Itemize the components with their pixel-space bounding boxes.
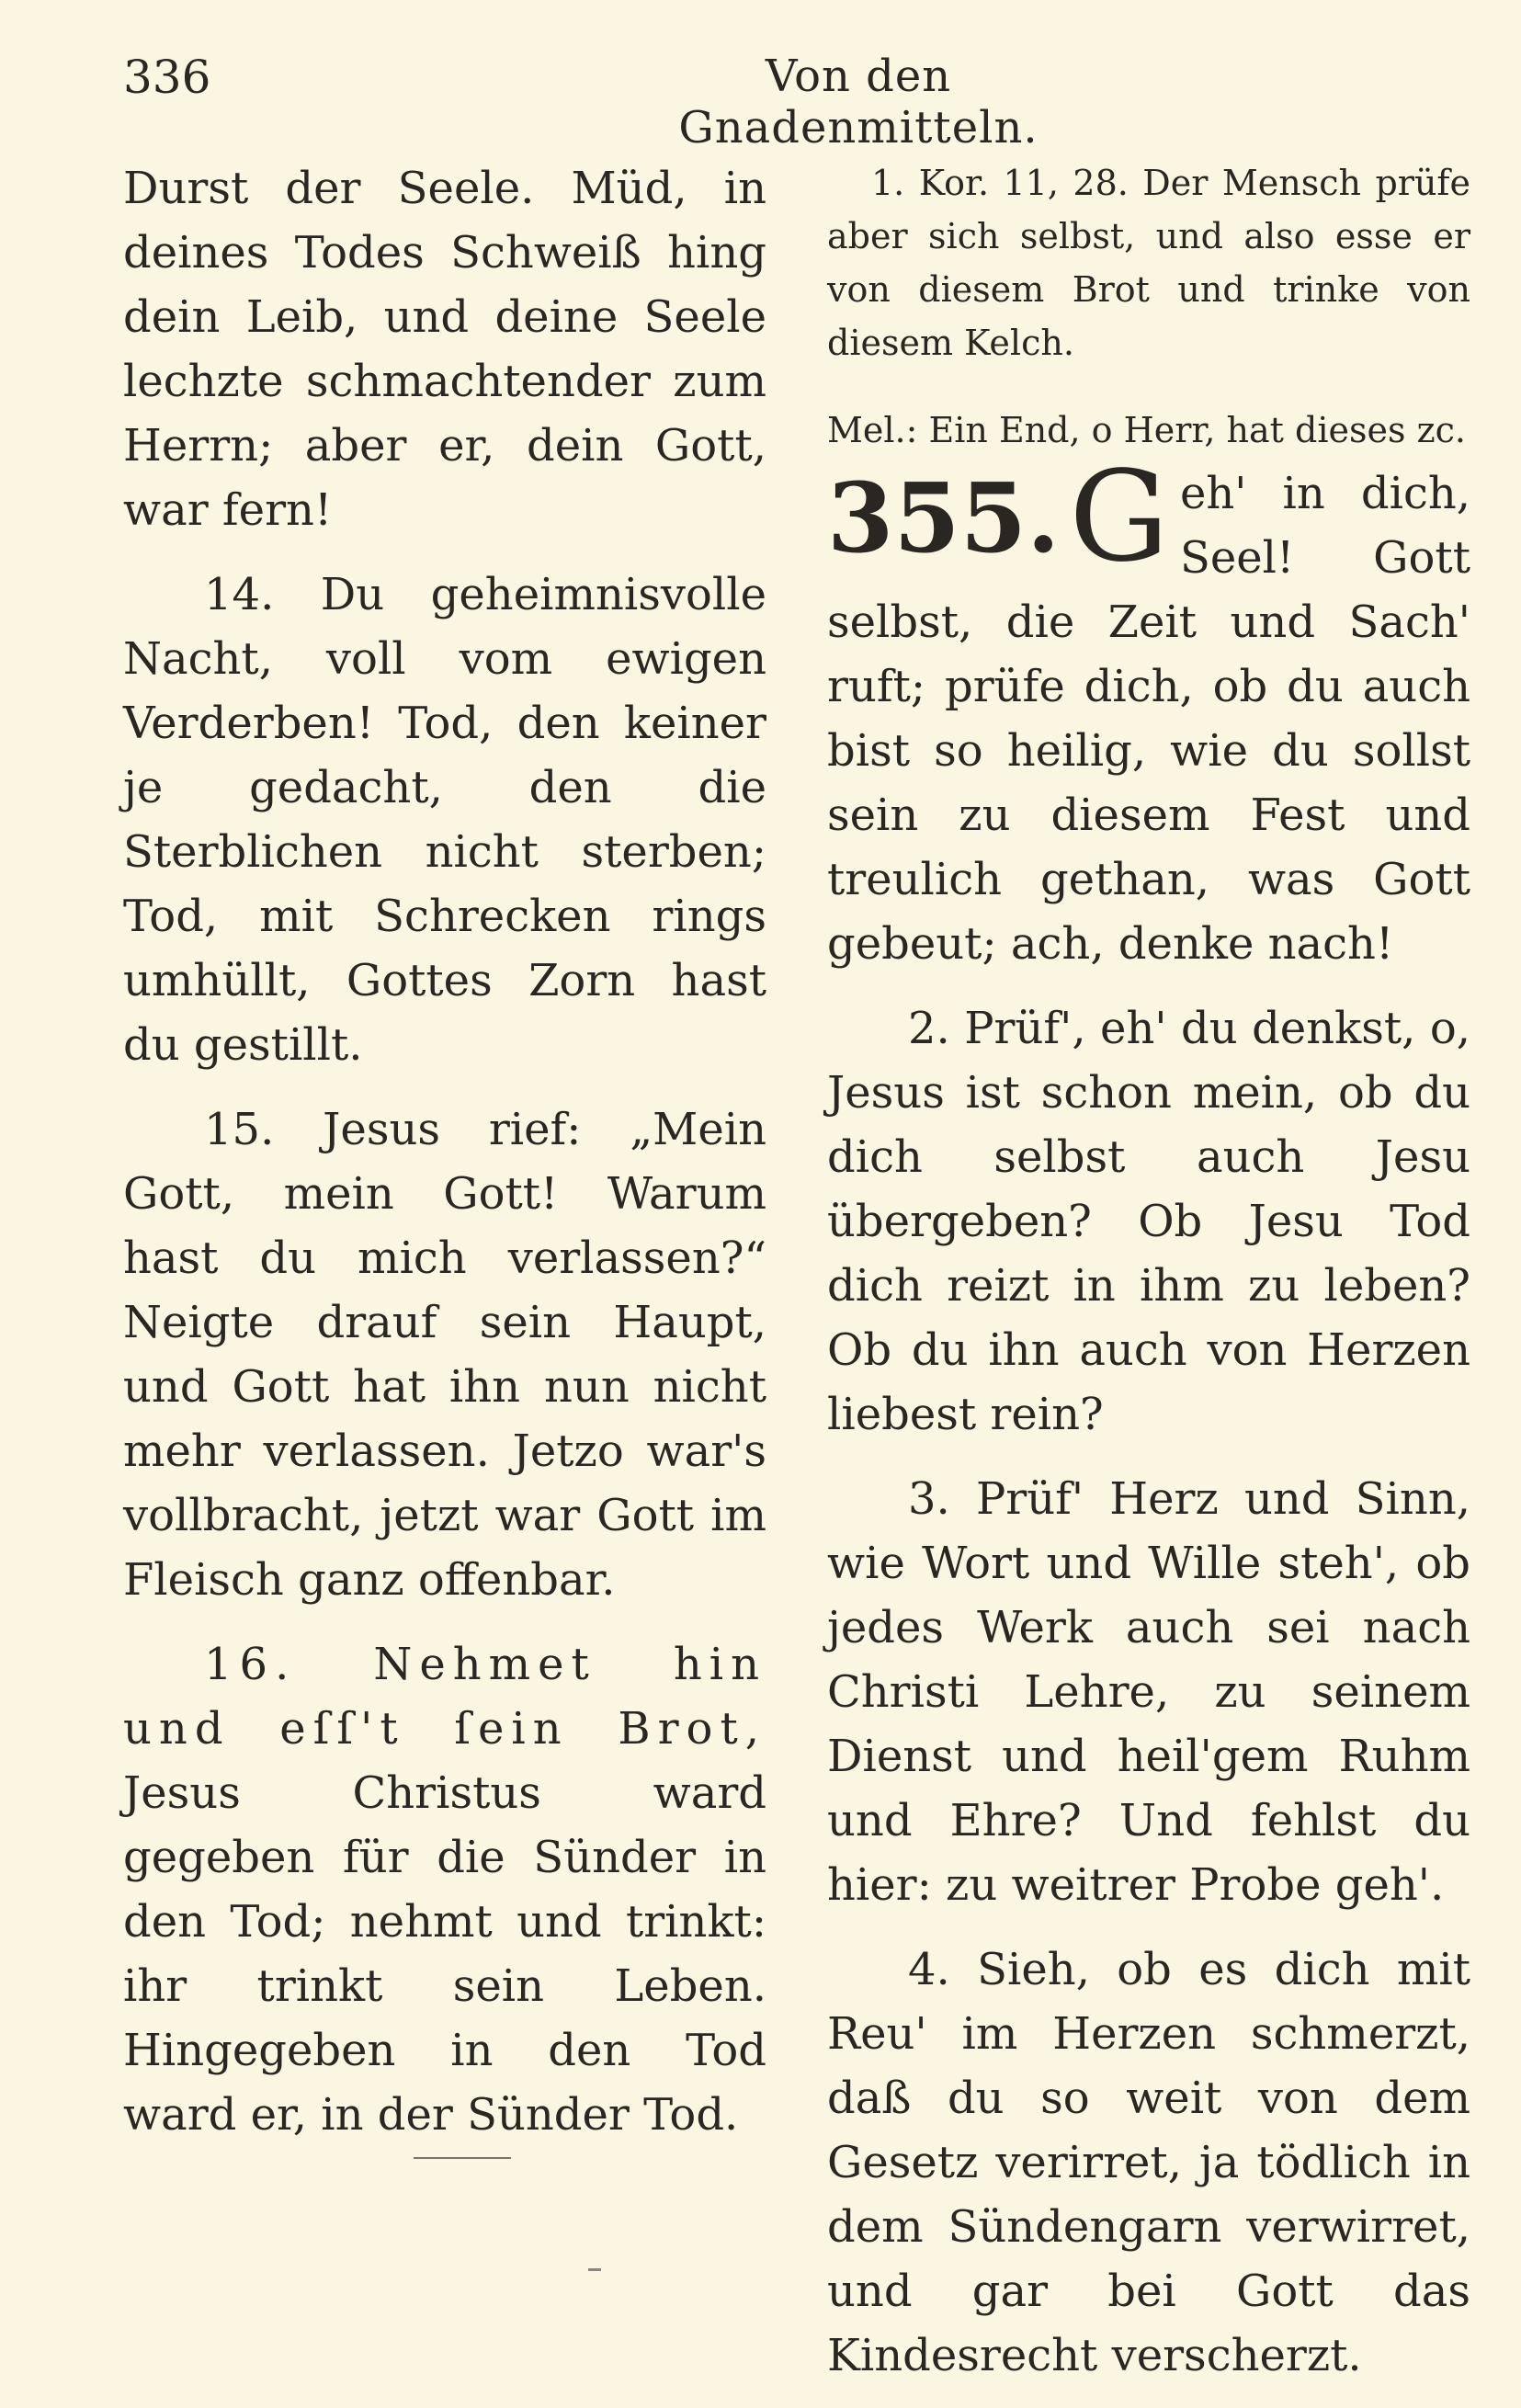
stanza-continuation: Durst der Seele. Müd, in deines Todes Schweiß hing dein Leib, und deine Seele lechzte schmachtender zum Herrn; aber er, dein Gott, war fern! bbox=[123, 163, 766, 536]
hymn-verse-2: 2. Prüf', eh' du denkst, o, Jesus ist schon mein, ob du dich selbst auch Jesu übergeben? Ob Jesu Tod dich reizt in ihm zu leben? Ob du ihn auch von Herzen liebest rein? bbox=[827, 1003, 1470, 1440]
stanza-16-spaced-text: 16. Nehmet hin und eſſ't ſein Brot, bbox=[123, 1639, 766, 1755]
melody-line: Mel.: Ein End, o Herr, hat dieses zc. bbox=[827, 410, 1466, 450]
stanza-16-text: Jesus Christus ward gegeben für die Sünder in den Tod; nehmt und trinkt: ihr trinkt sein Leben. Hingegeben in den Tod ward er, in der Sünder Tod. bbox=[123, 1767, 766, 2141]
running-title: Von den Gnadenmitteln. bbox=[678, 51, 1039, 153]
left-column bbox=[123, 156, 766, 2167]
drop-cap: G bbox=[1069, 445, 1169, 590]
hymn-355 bbox=[827, 445, 1470, 976]
right-column bbox=[827, 156, 1470, 2408]
hymn-verse-4: 4. Sieh, ob es dich mit Reu' im Herzen schmerzt, daß du so weit von dem Gesetz verirret, ja tödlich in dem Sündengarn verwirret, und gar bei Gott das Kindesrecht verscherzt. bbox=[827, 1944, 1470, 2381]
stanza-15: 15. Jesus rief: „Mein Gott, mein Gott! Warum hast du mich verlassen?“ Neigte drauf sein Haupt, und Gott hat ihn nun nicht mehr verlassen. Jetzo war's vollbracht, jetzt war Gott im Fleisch ganz offenbar. bbox=[123, 1104, 766, 1606]
page-header bbox=[123, 51, 1465, 153]
print-speck bbox=[588, 2268, 601, 2271]
hymn-verse-3: 3. Prüf' Herz und Sinn, wie Wort und Wille steh', ob jedes Werk auch sei nach Christi Lehre, zu seinem Dienst und heil'gem Ruhm und Ehre? Und fehlst du hier: zu weitrer Probe geh'. bbox=[827, 1473, 1470, 1911]
scripture-citation: 1. Kor. 11, 28. Der Mensch prüfe aber sich selbst, und also esse er von diesem Brot und trinke von diesem Kelch. bbox=[827, 163, 1470, 363]
verse-1-text: eh' in dich, Seel! Gott selbst, die Zeit und Sach' ruft; prüfe dich, ob du auch bist so heilig, wie du sollst sein zu diesem Fest und treulich gethan, was Gott gebeut; ach, denke nach! bbox=[827, 468, 1470, 970]
stanza-14: 14. Du geheimnisvolle Nacht, voll vom ewigen Verderben! Tod, den keiner je gedacht, den die Sterblichen nicht sterben; Tod, mit Schrecken rings umhüllt, Gottes Zorn hast du gestillt. bbox=[123, 569, 766, 1071]
hymn-verse-1 bbox=[827, 445, 1470, 976]
page-number: 336 bbox=[123, 51, 211, 104]
end-rule bbox=[414, 2157, 511, 2159]
stanza-16 bbox=[123, 1632, 766, 2147]
hymn-number: 355. bbox=[827, 461, 1061, 574]
